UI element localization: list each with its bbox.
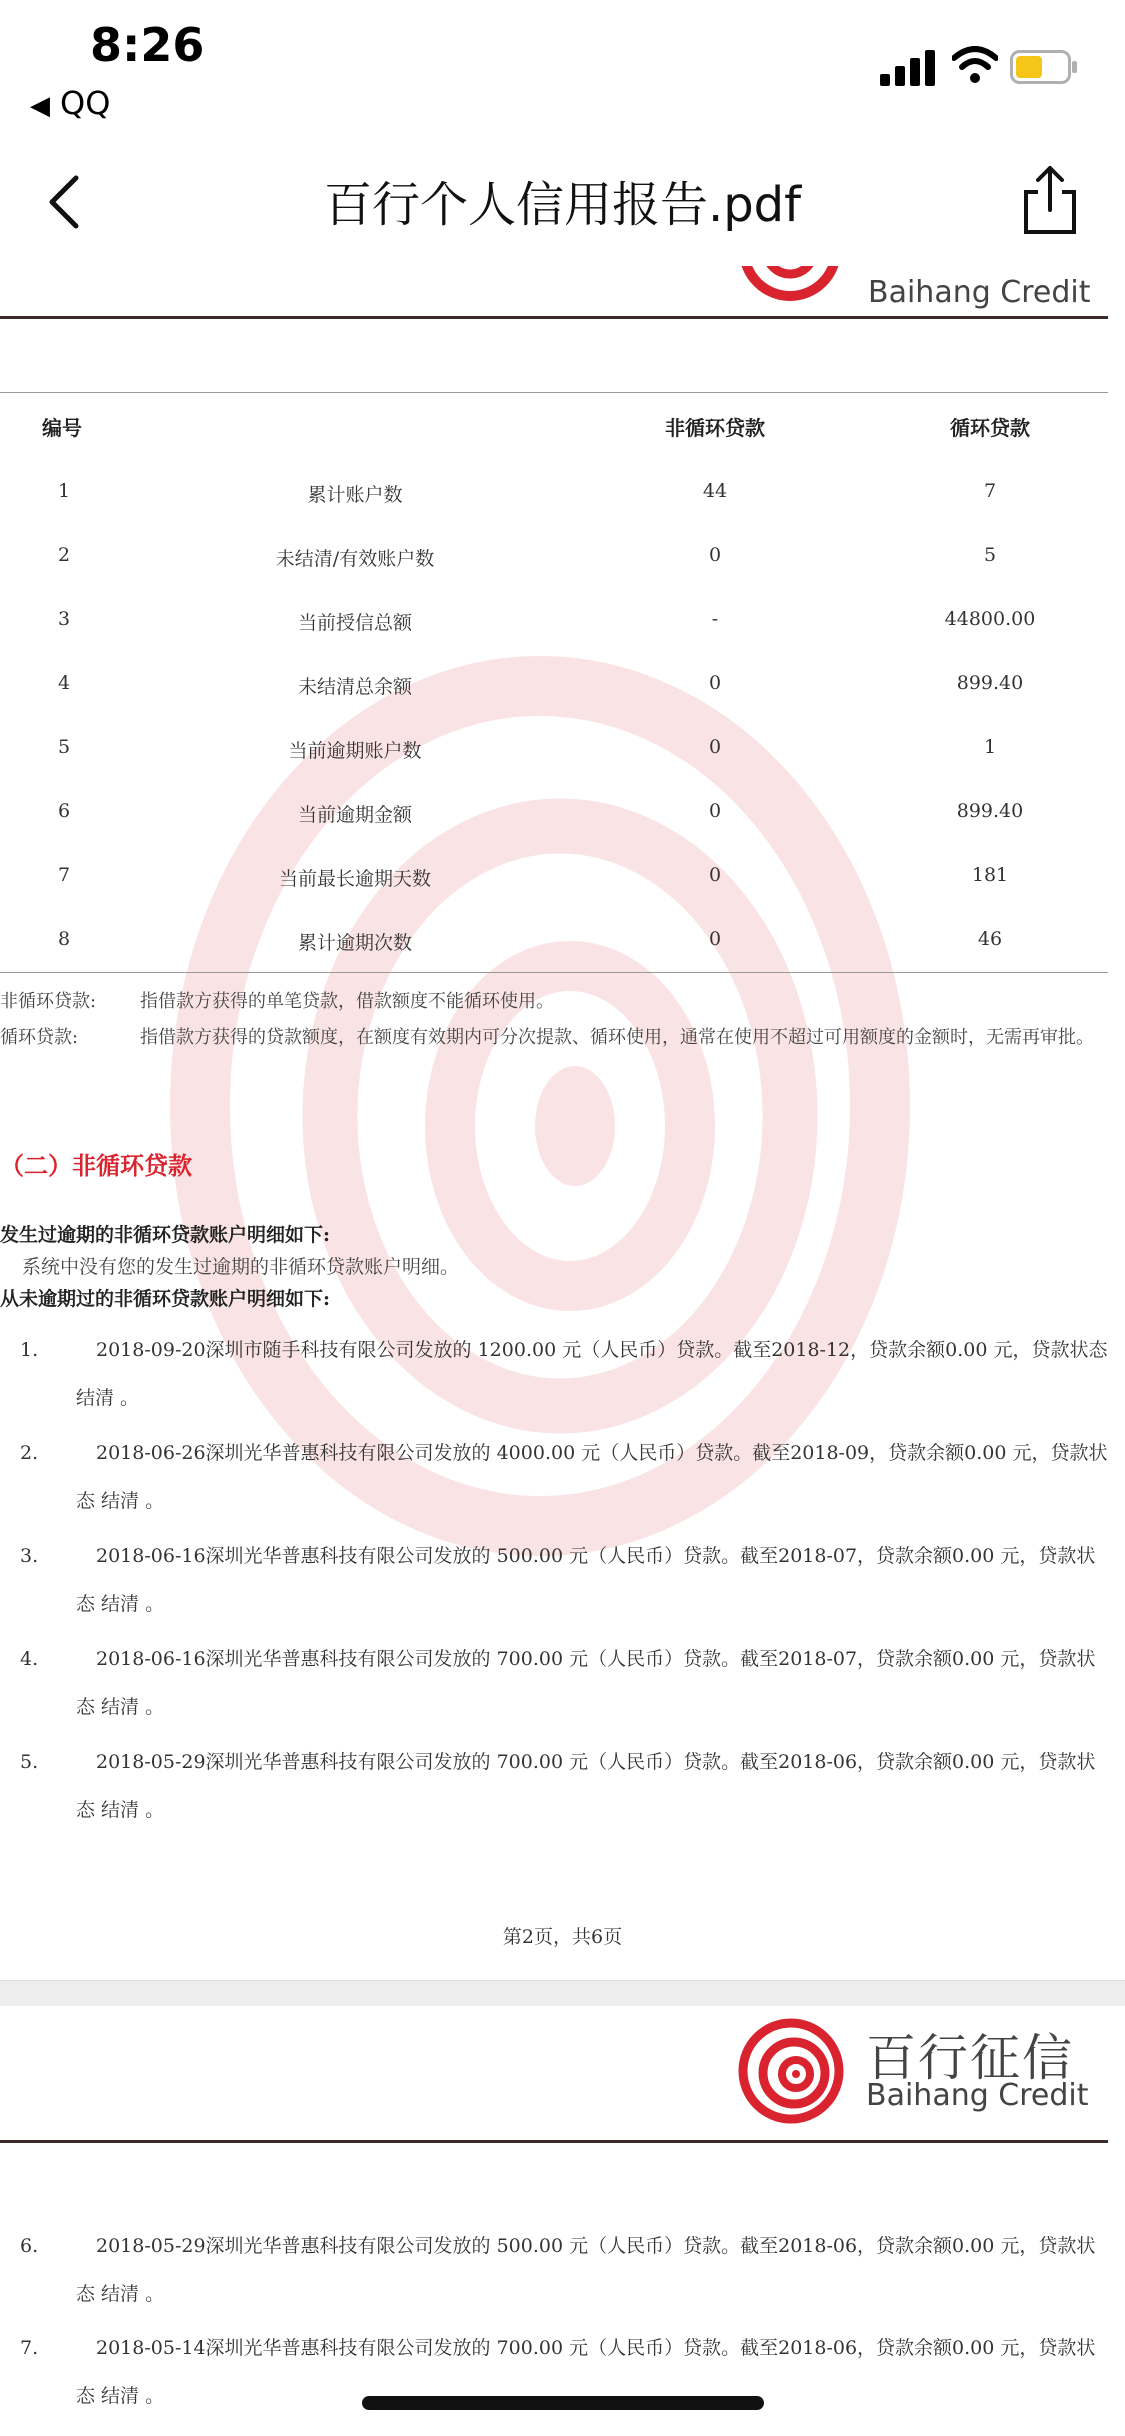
- list-item: [20, 1326, 1110, 1409]
- row-label: 当前逾期账户数: [288, 740, 422, 762]
- row-label: 累计账户数: [307, 484, 403, 506]
- row-non-revolving-value: 44: [702, 480, 728, 502]
- back-to-app-link[interactable]: [30, 84, 110, 122]
- item-number: 4.: [20, 1648, 39, 1670]
- baihang-logo-mark: [736, 2016, 846, 2126]
- row-number: 4: [58, 672, 71, 694]
- back-app-label: QQ: [60, 84, 111, 122]
- share-icon[interactable]: [1020, 164, 1080, 236]
- item-number: 5.: [20, 1751, 39, 1773]
- note-text: 指借款方获得的贷款额度，在额度有效期内可分次提款、循环使用，通常在使用不超过可用额度的金额时，无需再审批。: [140, 1027, 1094, 1048]
- list-item: [20, 1532, 1110, 1615]
- list-item: [20, 1738, 1110, 1821]
- item-text: 2018-05-14深圳光华普惠科技有限公司发放的 700.00 元（人民币）贷款。截至2018-06，贷款余额0.00 元，贷款状态 结清 。: [76, 2337, 1096, 2407]
- header-divider: [0, 316, 1108, 319]
- signal-icon: [880, 50, 936, 86]
- item-text: 2018-06-26深圳光华普惠科技有限公司发放的 4000.00 元（人民币）贷款。截至2018-09，贷款余额0.00 元，贷款状态 结清 。: [76, 1442, 1108, 1512]
- table-row: [0, 608, 1108, 672]
- table-bottom-border: [0, 972, 1108, 973]
- row-non-revolving-value: 0: [708, 928, 722, 950]
- item-text: 2018-06-16深圳光华普惠科技有限公司发放的 700.00 元（人民币）贷款。截至2018-07，贷款余额0.00 元，贷款状态 结清 。: [76, 1648, 1096, 1718]
- row-revolving-value: 899.40: [956, 672, 1024, 694]
- table-row: [0, 800, 1108, 864]
- row-label: 当前逾期金额: [297, 804, 412, 826]
- item-number: 3.: [20, 1545, 39, 1567]
- pdf-page-3[interactable]: [0, 2006, 1125, 2436]
- row-non-revolving-value: 0: [708, 864, 722, 886]
- section-title: （二）非循环贷款: [0, 1151, 192, 1180]
- table-row: [0, 672, 1108, 736]
- item-text: 2018-05-29深圳光华普惠科技有限公司发放的 700.00 元（人民币）贷款。截至2018-06，贷款余额0.00 元，贷款状态 结清 。: [76, 1751, 1096, 1821]
- row-non-revolving-value: 0: [708, 672, 722, 694]
- item-text: 2018-05-29深圳光华普惠科技有限公司发放的 500.00 元（人民币）贷款。截至2018-06，贷款余额0.00 元，贷款状态 结清 。: [76, 2235, 1096, 2305]
- row-number: 8: [58, 928, 71, 950]
- row-non-revolving-value: 0: [708, 736, 722, 758]
- note-key: 循环贷款:: [0, 1027, 79, 1048]
- header-divider: [0, 2140, 1108, 2143]
- row-revolving-value: 181: [971, 864, 1009, 886]
- item-text: 2018-09-20深圳市随手科技有限公司发放的 1200.00 元（人民币）贷款。截至2018-12，贷款余额0.00 元，贷款状态 结清 。: [76, 1339, 1108, 1409]
- row-non-revolving-value: 0: [708, 800, 722, 822]
- row-label: 累计逾期次数: [297, 932, 412, 954]
- column-header-number: 编号: [42, 416, 82, 440]
- table-row: [0, 736, 1108, 800]
- row-revolving-value: 899.40: [956, 800, 1024, 822]
- battery-icon: [1010, 50, 1078, 84]
- item-number: 7.: [20, 2337, 39, 2359]
- logo-chinese-text: 百行征信: [866, 2029, 1074, 2087]
- page-gap: [0, 1980, 1125, 2007]
- row-revolving-value: 5: [983, 544, 997, 566]
- pdf-page-2[interactable]: [0, 266, 1125, 1980]
- row-non-revolving-value: 0: [708, 544, 722, 566]
- never-overdue-heading: 从未逾期过的非循环贷款账户明细如下:: [0, 1288, 331, 1310]
- row-revolving-value: 44800.00: [944, 608, 1036, 630]
- column-header-revolving: 循环贷款: [950, 416, 1030, 440]
- overdue-heading: 发生过逾期的非循环贷款账户明细如下:: [0, 1224, 331, 1246]
- chevron-left-icon[interactable]: [40, 172, 90, 232]
- logo-english-text: Baihang Credit: [866, 2078, 1089, 2113]
- note-revolving: [0, 1020, 1100, 1056]
- list-item: [20, 1635, 1110, 1718]
- row-number: 7: [58, 864, 71, 886]
- row-label: 当前最长逾期天数: [278, 868, 431, 890]
- row-number: 2: [58, 544, 71, 566]
- column-header-non-revolving: 非循环贷款: [665, 416, 765, 440]
- home-indicator[interactable]: [362, 2396, 764, 2410]
- wifi-icon: [952, 46, 998, 84]
- list-item: [20, 2324, 1110, 2407]
- row-number: 1: [58, 480, 71, 502]
- overdue-none-text: 系统中没有您的发生过逾期的非循环贷款账户明细。: [22, 1256, 460, 1278]
- logo-partial-text: Baihang Credit: [868, 275, 1091, 310]
- note-text: 指借款方获得的单笔贷款，借款额度不能循环使用。: [140, 991, 554, 1012]
- list-item: [20, 2222, 1110, 2305]
- navigation-bar: [0, 140, 1125, 267]
- table-row: [0, 864, 1108, 928]
- row-non-revolving-value: -: [711, 608, 719, 630]
- note-non-revolving: [0, 984, 1100, 1020]
- list-item: [20, 1429, 1110, 1512]
- item-number: 2.: [20, 1442, 39, 1464]
- page-title: 百行个人信用报告.pdf: [323, 177, 802, 233]
- status-bar: [0, 0, 1125, 140]
- table-row: [0, 928, 1108, 992]
- back-triangle-icon: ◀: [30, 91, 50, 121]
- item-number: 1.: [20, 1339, 39, 1361]
- note-key: 非循环贷款:: [0, 991, 97, 1012]
- row-label: 当前授信总额: [297, 612, 412, 634]
- row-label: 未结清总余额: [297, 676, 412, 698]
- row-label: 未结清/有效账户数: [275, 548, 435, 570]
- table-row: [0, 480, 1108, 544]
- baihang-logo-partial: [730, 266, 1110, 316]
- row-number: 5: [58, 736, 71, 758]
- row-revolving-value: 1: [983, 736, 997, 758]
- baihang-logo: [736, 2016, 1116, 2126]
- table-top-border: [0, 392, 1108, 393]
- item-text: 2018-06-16深圳光华普惠科技有限公司发放的 500.00 元（人民币）贷款。截至2018-07，贷款余额0.00 元，贷款状态 结清 。: [76, 1545, 1096, 1615]
- table-row: [0, 544, 1108, 608]
- page-number: 第2页，共6页: [502, 1926, 623, 1948]
- status-time: 8:26: [90, 18, 205, 72]
- row-revolving-value: 46: [977, 928, 1003, 950]
- row-revolving-value: 7: [983, 480, 997, 502]
- row-number: 6: [58, 800, 71, 822]
- item-number: 6.: [20, 2235, 39, 2257]
- row-number: 3: [58, 608, 71, 630]
